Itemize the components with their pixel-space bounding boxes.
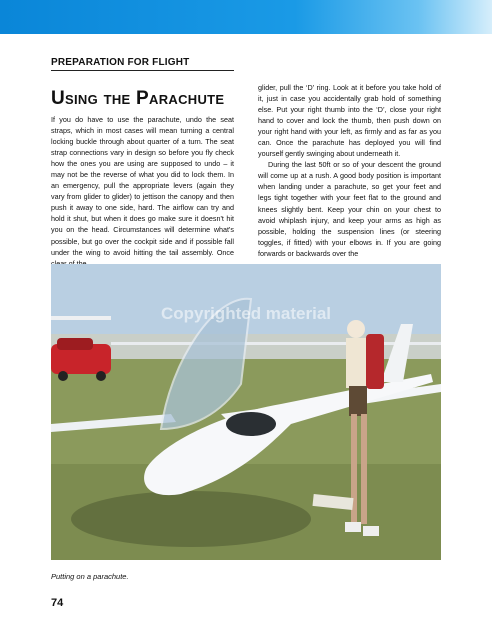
photo-caption: Putting on a parachute. bbox=[51, 572, 129, 581]
glider-photo bbox=[51, 264, 441, 560]
left-column bbox=[51, 114, 234, 269]
left-column-paragraph: If you do have to use the parachute, undo the seat straps, which in most cases will mean turning a central locking buckle through about quarter of a turn. The seat strap connections vary in design so before you fly check how the ones you are using are supposed to undo – it may not be the reverse of what you did to lock them. In an emergency, pull the appropriate levers (again they vary from glider to glider) to jettison the canopy and then push it away to one side, hard. The airflow can try and hold it shut, but when it does go make sure it doesn't hit you on the head. Circumstances will determine what's possible, but go over the cockpit side and if possible fall under the wing to avoid hitting the tail assembly. Once bbox=[51, 115, 234, 257]
page-top-color-band bbox=[0, 0, 492, 34]
right-column bbox=[258, 82, 441, 259]
article-title: Using the Parachute bbox=[51, 88, 225, 109]
section-header: PREPARATION FOR FLIGHT bbox=[51, 57, 234, 71]
right-column-paragraph-2: During the last 50ft or so of your descent the ground will come up at a rush. A good body position is important when landing under a parachute, so get your feet and legs tight together with your feet flat to the ground and knees slightly bent. Keep your chin on your chest to avoid whiplash injury, and keep your arms as high as possible, holding the suspension lines (or steering toggles, if fitted) with your elbows in. If you are going forwards or backwards over the bbox=[258, 160, 441, 258]
copyright-watermark: Copyrighted material bbox=[160, 304, 332, 323]
right-column-paragraph-1: glider, pull the ‘D’ ring. Look at it before you take hold of it, just in case you accidentally grab hold of something else. Put your right thumb into the ‘D’, close your right hand to cover and lock the thumb, then push down on your right hand with your left, as firmly and as far as you can. Once the parachute has deployed you will find yourself gently swinging about underneath it. bbox=[258, 83, 441, 159]
page-number: 74 bbox=[51, 597, 64, 609]
